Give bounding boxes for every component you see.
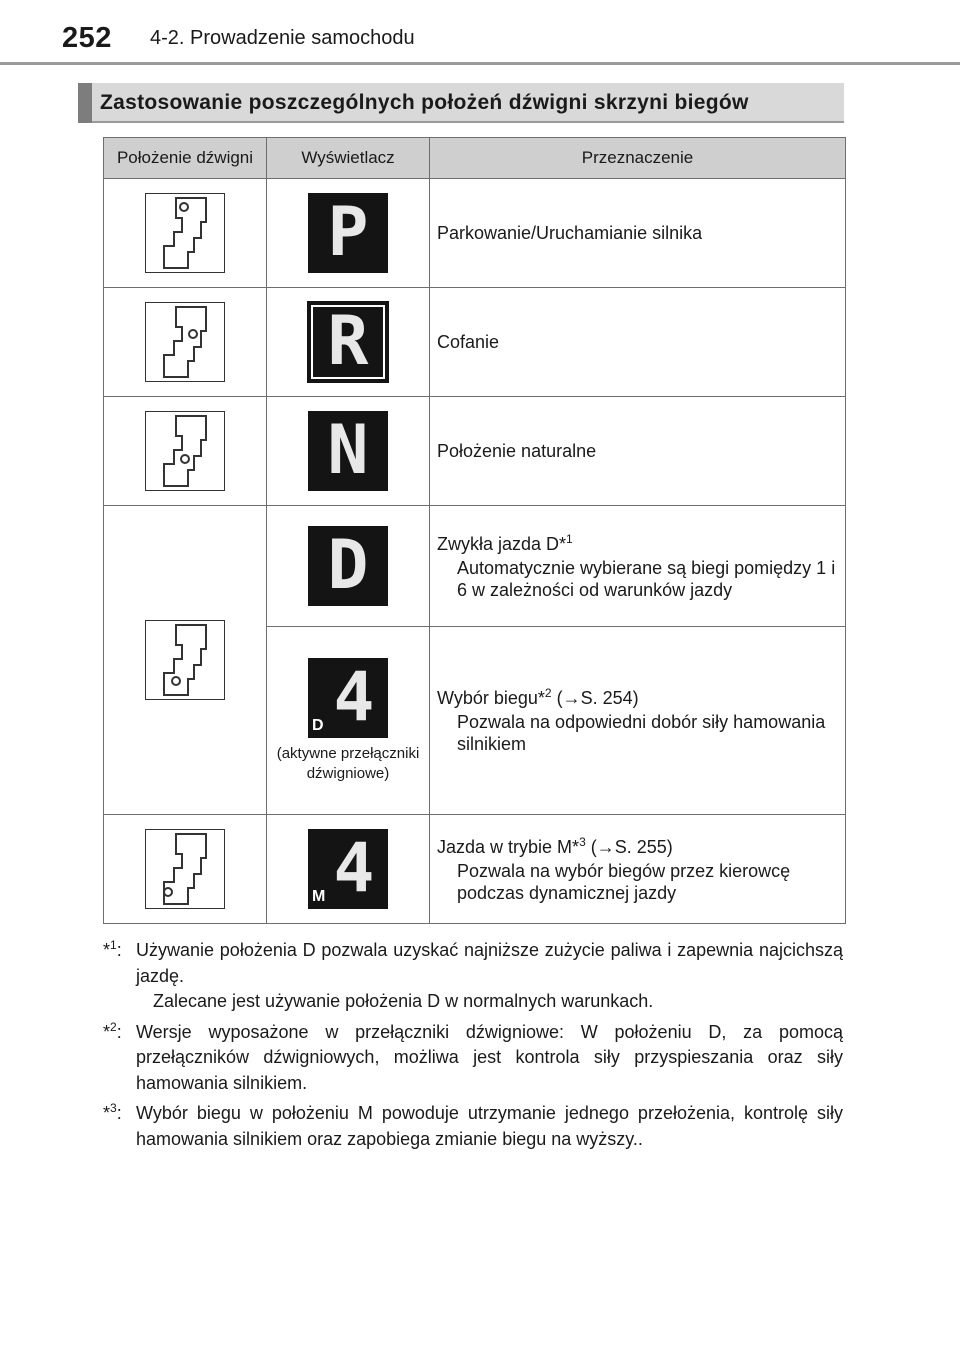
purpose-description: Pozwala na wybór biegów przez kierowcę podczas dynamicznej jazdy <box>457 860 791 903</box>
purpose-cell <box>430 506 846 627</box>
display-mode: D <box>312 716 324 734</box>
page-header <box>0 0 960 66</box>
table-row <box>104 288 846 397</box>
table-row <box>104 179 846 288</box>
header-lever: Położenie dźwigni <box>104 138 267 179</box>
footnote-text: Wersje wyposażone w przełączniki dźwigniowe: W położeniu D, za pomocą przełączników dźwigniowych, możliwa jest kontrola siły przyspieszania oraz siły hamowania silnikiem. <box>136 1021 843 1093</box>
display-letter: R <box>327 302 369 381</box>
footnote: *$^2$: Wersje wyposażone w przełączniki dźwigniowe: W położeniu D, za pomocą przełączników dźwigniowych, możliwa jest kontrola siły przyspieszania oraz siły hamowania silnikiem. <box>103 1020 843 1097</box>
lever-diagram-r-icon <box>145 302 225 382</box>
display-r-icon <box>307 301 389 383</box>
table-row <box>104 397 846 506</box>
display-p-icon <box>308 193 388 273</box>
lever-diagram-m-icon <box>145 829 225 909</box>
footnote-ref: 2 <box>544 686 552 700</box>
display-d4-icon <box>308 658 388 738</box>
display-gear: 4 <box>333 657 375 737</box>
display-m4-icon <box>308 829 388 909</box>
page-number: 252 <box>62 22 112 54</box>
page-reference: (→S. 254) <box>556 688 639 708</box>
footnote-ref: 1 <box>566 531 573 546</box>
purpose-description: Automatycznie wybierane są biegi pomiędzy 1 i 6 w zależności od warunków jazdy <box>457 557 836 600</box>
header-divider <box>0 62 960 65</box>
display-d-icon <box>308 526 388 606</box>
lever-diagram-d-icon <box>145 620 225 700</box>
display-letter: P <box>327 193 369 272</box>
purpose-title: Jazda w trybie M* <box>437 836 580 857</box>
footnote: *$^1$: Używanie położenia D pozwala uzyskać najniższe zużycie paliwa i zapewnia najcichszą jazdę. Zalecane jest używanie położenia D w normalnych warunkach. <box>103 938 843 1015</box>
footnote: *$^3$: Wybór biegu w położeniu M powoduje utrzymanie jednego przełożenia, kontrolę siły hamowania silnikiem oraz zapobiega zmianie biegu na wyższy.. <box>103 1101 843 1152</box>
footnote-extra: Zalecane jest używanie położenia D w normalnych warunkach. <box>153 991 654 1011</box>
display-gear: 4 <box>333 829 375 908</box>
lever-diagram-p-icon <box>145 193 225 273</box>
footnote-ref: 3 <box>579 834 586 849</box>
display-mode: M <box>312 888 326 905</box>
display-letter: D <box>327 526 369 605</box>
table-header-row <box>104 138 846 179</box>
purpose-title: Zwykła jazda D* <box>437 533 567 554</box>
footnotes <box>103 938 843 1157</box>
footnote-text: Wybór biegu w położeniu M powoduje utrzymanie jednego przełożenia, kontrolę siły hamowania silnikiem oraz zapobiega zmianie biegu na wyższy.. <box>136 1103 843 1149</box>
purpose-cell: Cofanie <box>430 288 846 397</box>
display-letter: N <box>327 411 369 490</box>
gear-table <box>103 137 846 924</box>
table-row <box>104 815 846 924</box>
table-row <box>104 506 846 627</box>
purpose-description: Pozwala na odpowiedni dobór siły hamowania silnikiem <box>457 712 826 754</box>
lever-diagram-n-icon <box>145 411 225 491</box>
header-display: Wyświetlacz <box>267 138 430 179</box>
footnote-text: Używanie położenia D pozwala uzyskać najniższe zużycie paliwa i zapewnia najcichszą jazdę. <box>136 940 843 986</box>
purpose-title: Wybór biegu* <box>437 688 545 708</box>
section-title: 4-2. Prowadzenie samochodu <box>150 27 415 49</box>
banner-title: Zastosowanie poszczególnych położeń dźwigni skrzyni biegów <box>100 91 749 114</box>
display-n-icon <box>308 411 388 491</box>
purpose-cell: Parkowanie/Uruchamianie silnika <box>430 179 846 288</box>
page-reference: (→S. 255) <box>590 836 673 857</box>
header-purpose: Przeznaczenie <box>430 138 846 179</box>
purpose-cell <box>430 627 846 815</box>
purpose-cell <box>430 815 846 924</box>
display-caption: (aktywne przełączniki dźwigniowe) <box>276 744 420 782</box>
banner-accent <box>78 83 92 123</box>
section-banner <box>78 83 844 123</box>
purpose-cell: Położenie naturalne <box>430 397 846 506</box>
